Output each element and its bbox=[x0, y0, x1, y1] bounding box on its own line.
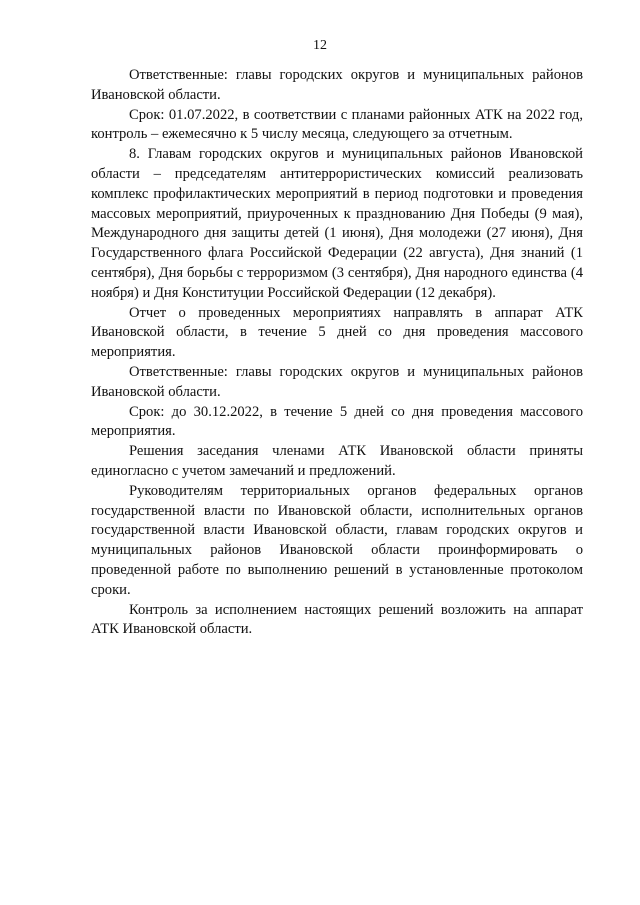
paragraph-responsible-1: Ответственные: главы городских округов и муниципальных районов Ивановской области. bbox=[91, 67, 583, 103]
document-body bbox=[91, 66, 583, 640]
paragraph-decisions-adopted: Решения заседания членами АТК Ивановской области приняты единогласно с учетом замечаний и предложений. bbox=[91, 443, 583, 479]
paragraph-deadline-2: Срок: до 30.12.2022, в течение 5 дней со дня проведения массового мероприятия. bbox=[91, 403, 583, 440]
page-number: 12 bbox=[313, 38, 327, 53]
paragraph-responsible-2: Ответственные: главы городских округов и муниципальных районов Ивановской области. bbox=[91, 363, 583, 400]
paragraph-item-8: 8. Главам городских округов и муниципальных районов Ивановской области – председателям антитеррористических комиссий реализовать комплекс профилактических мероприятий в период подготовки и проведения массовых мероприятий, приуроченных к празднованию Дня Победы (9 мая), Международного дня защиты детей (1 июня), Дня молодежи (27 июня), Дня Государственного флага Российской Федерации (22 августа), Дня знаний (1 сентября), Дня борьбы с терроризмом (3 сентября), Дня народного единства (4 ноября) и Дня Конституции Российской Федерации (12 декабря). bbox=[91, 146, 583, 301]
paragraph-heads-inform: Руководителям территориальных органов федеральных органов государственной власти по Ивановской области, исполнительных органов государственной власти Ивановской области, главам городских округов и муниципальных районов Ивановской области проинформировать о проведенной работе по выполнению решений в установленные протоколом сроки. bbox=[91, 482, 583, 598]
paragraph-control: Контроль за исполнением настоящих решений возложить на аппарат АТК Ивановской области. bbox=[91, 601, 583, 638]
paragraph-deadline-1: Срок: 01.07.2022, в соответствии с планами районных АТК на 2022 год, контроль – ежемесячно к 5 числу месяца, следующего за отчетным. bbox=[91, 106, 583, 143]
paragraph-report: Отчет о проведенных мероприятиях направлять в аппарат АТК Ивановской области, в течение 5 дней со дня проведения массового мероприятия. bbox=[91, 304, 583, 361]
